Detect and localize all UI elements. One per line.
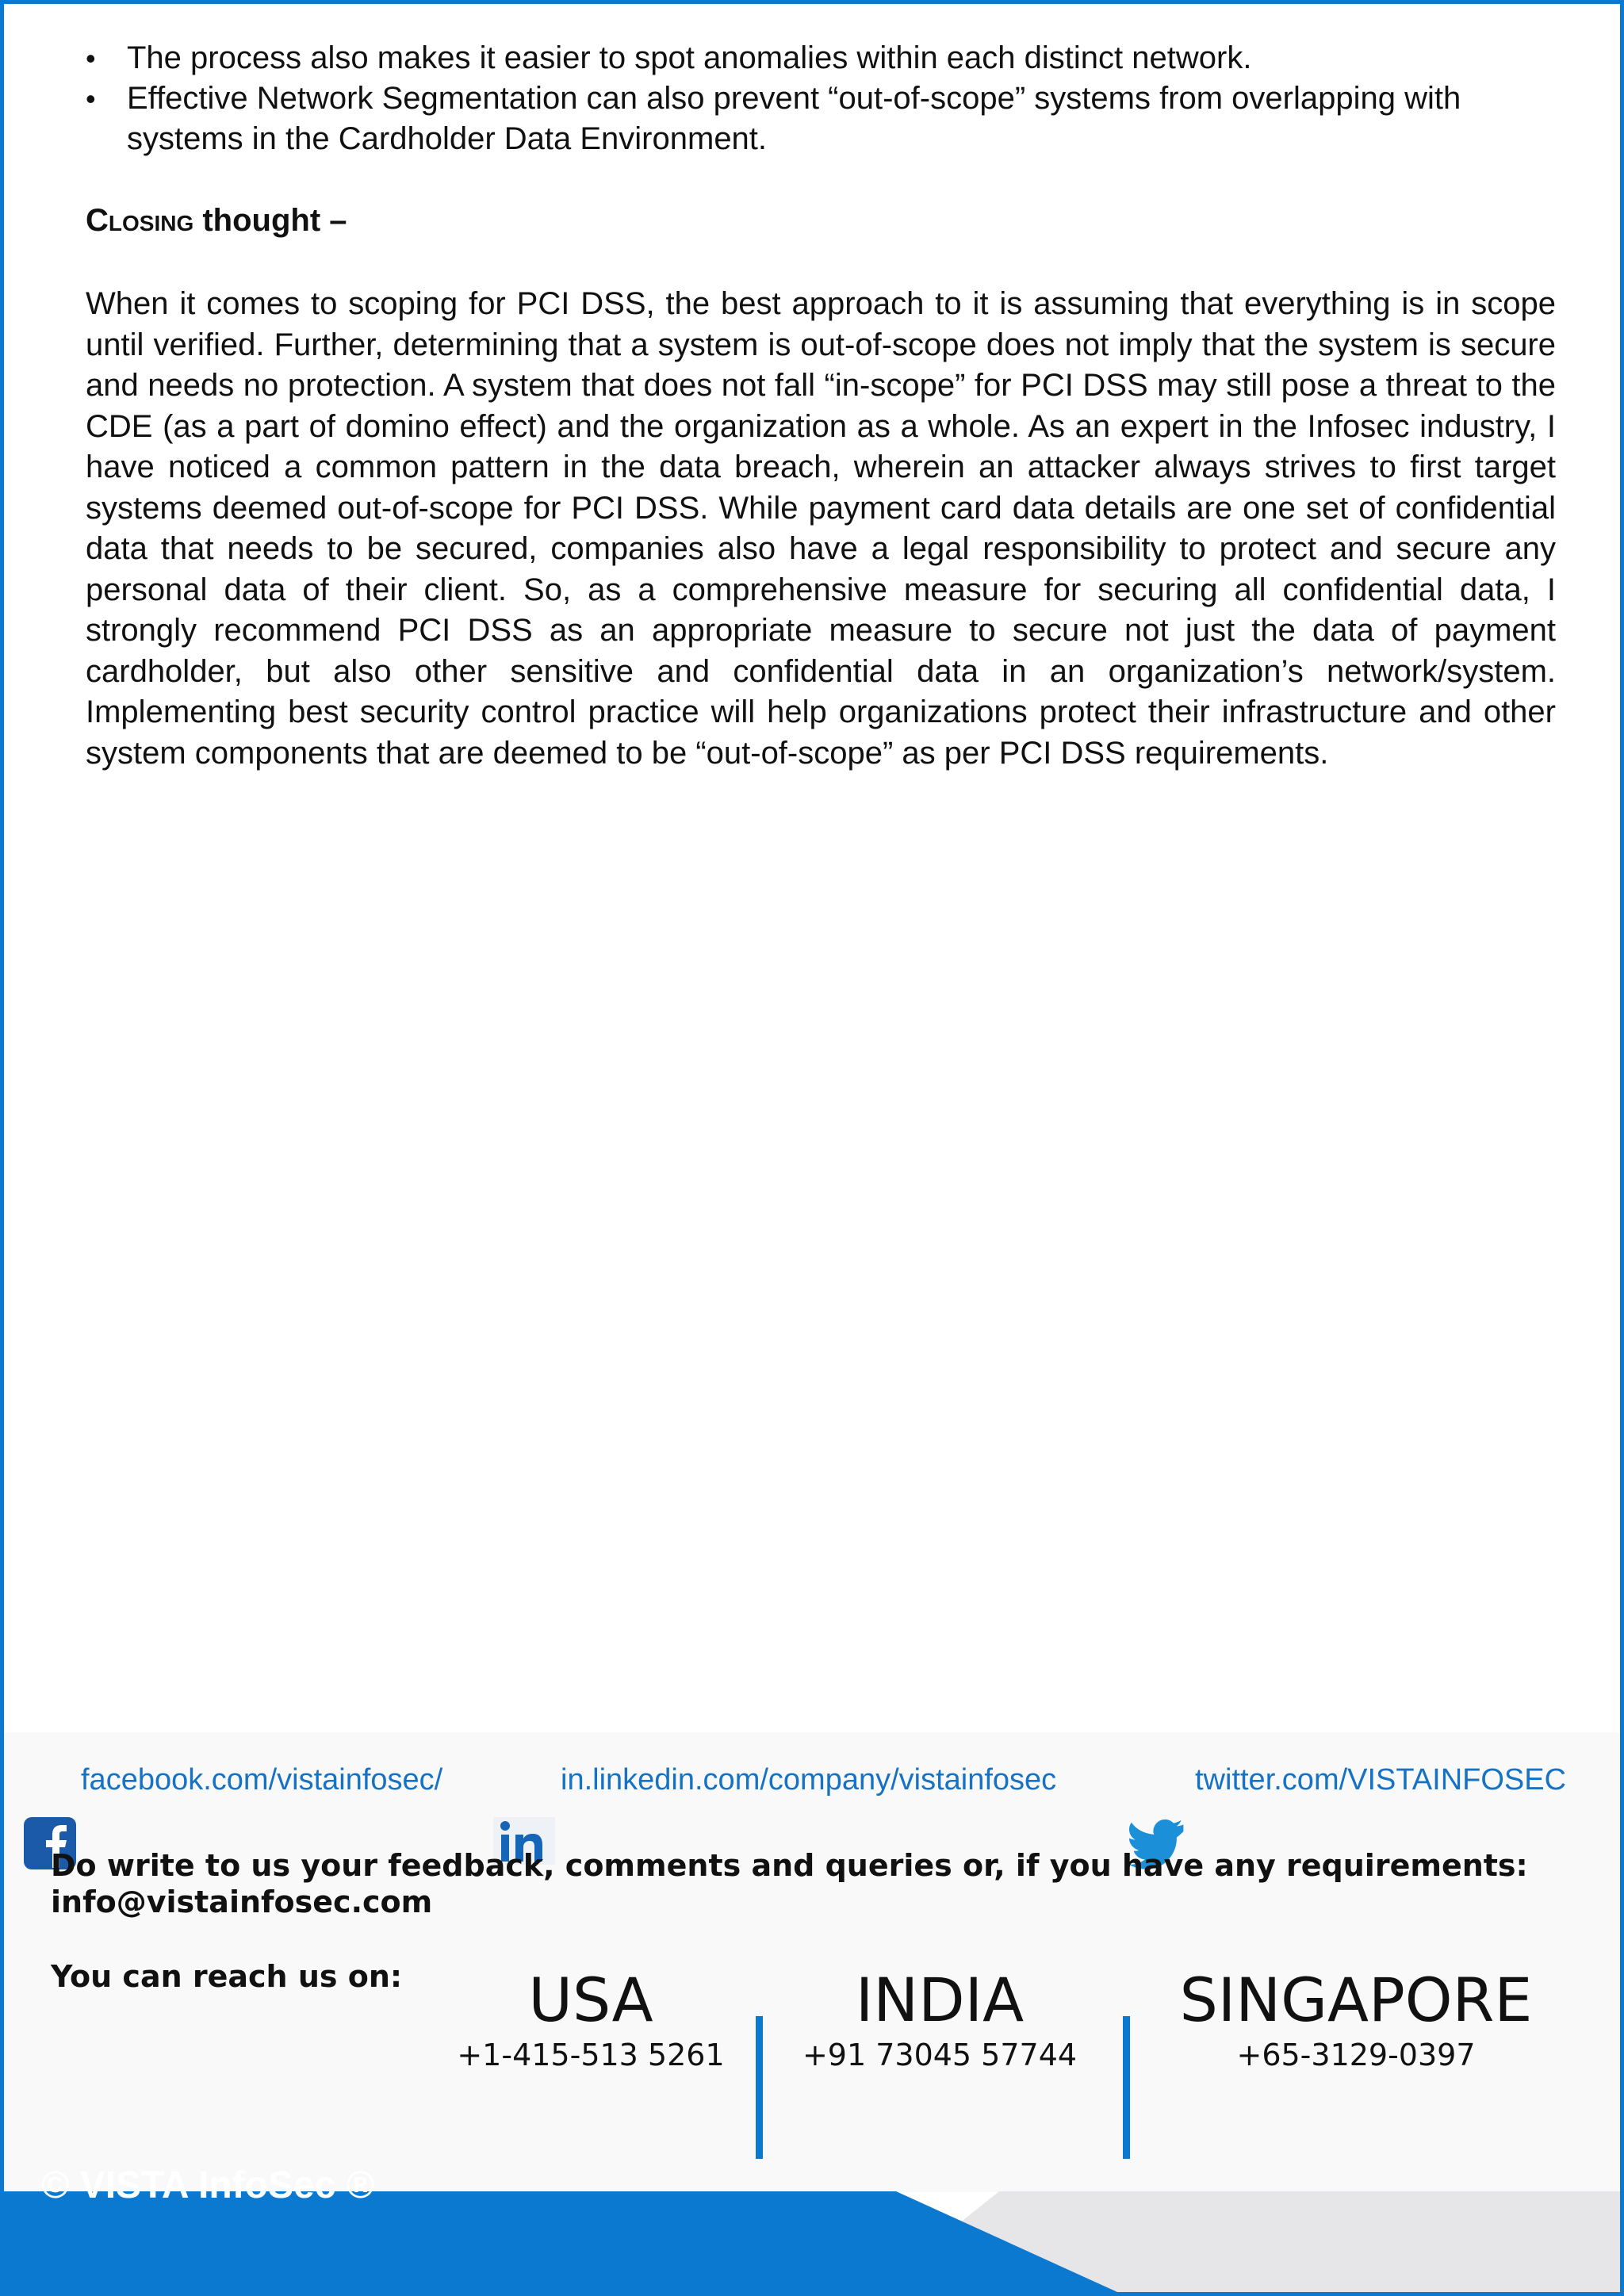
office-phone[interactable]: +1-415-513 5261: [457, 2038, 725, 2072]
feedback-text: Do write to us your feedback, comments and queries or, if you have any requirements:: [51, 1848, 1528, 1883]
feedback-block: [51, 1847, 1605, 1920]
facebook-link[interactable]: facebook.com/vistainfosec/: [81, 1763, 443, 1797]
copyright-text: © VISTA InfoSec ®: [41, 2164, 375, 2206]
closing-paragraph: When it comes to scoping for PCI DSS, the best approach to it is assuming that everything is in scope until verified. Further, determining that a system is out-of-scope does not imply that the system is secure and needs no protection. A system that does not fall “in-scope” for PCI DSS may still pose a threat to the CDE (as a part of domino effect) and the organization as a whole. As an expert in the Infosec industry, I have noticed a common pattern in the data breach, wherein an attacker always strives to first target systems deemed out-of-scope for PCI DSS. While payment card data details are one set of confidential data that needs to be secured, companies also have a legal responsibility to protect and secure any personal data of their client. So, as a comprehensive measure for securing all confidential data, I strongly recommend PCI DSS as an appropriate measure to secure not just the data of payment cardholder, but also other sensitive and confidential data in an organization’s network/system. Implementing best security control practice will help organizations protect their infrastructure and other system components that are deemed to be “out-of-scope” as per PCI DSS requirements.: [86, 286, 1556, 771]
section-heading: [86, 200, 347, 241]
office-phone[interactable]: +65-3129-0397: [1236, 2038, 1476, 2072]
contact-email[interactable]: info@vistainfosec.com: [51, 1885, 433, 1919]
office-phone[interactable]: +91 73045 57744: [802, 2038, 1078, 2072]
reach-label: You can reach us on:: [51, 1959, 403, 1994]
office-india: [785, 1965, 1094, 2074]
office-country: INDIA: [855, 1965, 1025, 2035]
list-item: • Effective Network Segmentation can also prevent “out-of-scope” systems from overlapping with systems in the Cardholder Data Environment.: [86, 78, 1561, 159]
list-item: • The process also makes it easier to spot anomalies within each distinct network.: [86, 38, 1561, 78]
twitter-link[interactable]: twitter.com/VISTAINFOSEC: [1195, 1763, 1567, 1797]
bullet-list: [86, 38, 1561, 159]
office-usa: [444, 1965, 737, 2074]
linkedin-link[interactable]: in.linkedin.com/company/vistainfosec: [561, 1763, 1057, 1797]
office-singapore: [1150, 1965, 1562, 2074]
office-country: SINGAPORE: [1179, 1965, 1533, 2035]
divider: [756, 2016, 763, 2159]
office-country: USA: [528, 1965, 653, 2035]
heading-small-caps: Closing: [86, 203, 194, 238]
divider: [1123, 2016, 1130, 2159]
heading-rest: thought –: [193, 203, 347, 238]
